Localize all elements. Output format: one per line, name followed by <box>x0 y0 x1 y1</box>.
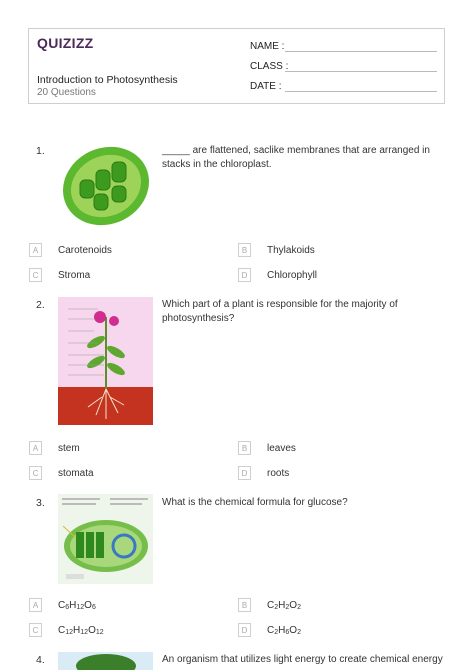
option-letter: B <box>238 441 251 455</box>
q1-option-a[interactable] <box>29 243 112 257</box>
class-field[interactable] <box>250 61 288 72</box>
date-label: DATE : <box>250 81 282 92</box>
q1-option-d[interactable] <box>238 268 317 282</box>
q2-option-b[interactable] <box>238 441 296 455</box>
option-letter: B <box>238 598 251 612</box>
chloroplast-image <box>58 140 153 228</box>
option-letter: D <box>238 268 251 282</box>
plant-parts-image <box>58 297 153 425</box>
option-text: Carotenoids <box>58 244 112 256</box>
class-label: CLASS : <box>250 61 289 72</box>
q3-option-b[interactable] <box>238 598 301 612</box>
name-field[interactable] <box>250 41 284 52</box>
q3-option-a[interactable] <box>29 598 96 612</box>
option-letter: A <box>29 598 42 612</box>
question-1-text: _____ are flattened, saclike membranes that are arranged in stacks in the chloroplast. <box>162 145 430 170</box>
option-letter: C <box>29 268 42 282</box>
worksheet-title: Introduction to Photosynthesis <box>37 74 178 86</box>
question-4-number: 4. <box>36 654 45 666</box>
option-text: Stroma <box>58 269 91 281</box>
option-text: $C_2H_6O_2$ <box>267 624 301 636</box>
option-letter: A <box>29 243 42 257</box>
question-count: 20 Questions <box>37 87 96 98</box>
quizizz-logo: QUIZIZZ <box>37 35 94 51</box>
option-letter: A <box>29 441 42 455</box>
tree-image <box>58 652 153 670</box>
question-3-text: What is the chemical formula for glucose? <box>162 497 348 508</box>
q1-option-c[interactable] <box>29 268 90 282</box>
worksheet-header <box>28 28 445 104</box>
option-text: $C_2H_2O_2$ <box>267 599 301 611</box>
question-2-text: Which part of a plant is responsible for the majority of photosynthesis? <box>162 299 398 324</box>
question-4-text: An organism that utilizes light energy to create chemical energy <box>162 654 443 665</box>
option-text: stomata <box>58 467 94 479</box>
option-letter: C <box>29 466 42 480</box>
photosynthesis-diagram-image <box>58 494 153 584</box>
q2-option-a[interactable] <box>29 441 80 455</box>
date-field[interactable] <box>250 81 281 92</box>
option-text: roots <box>267 467 290 479</box>
question-3-number: 3. <box>36 497 45 509</box>
option-letter: B <box>238 243 251 257</box>
question-2-number: 2. <box>36 299 45 311</box>
option-letter: D <box>238 466 251 480</box>
option-text: Chlorophyll <box>267 269 318 281</box>
option-text: $C_{12}H_{12}O_{12}$ <box>58 624 104 636</box>
name-label: NAME : <box>250 41 285 52</box>
q2-option-c[interactable] <box>29 466 94 480</box>
option-text: Thylakoids <box>267 244 315 256</box>
option-text: stem <box>58 442 80 454</box>
q3-option-c[interactable] <box>29 623 104 637</box>
option-text: leaves <box>267 442 296 454</box>
q3-option-d[interactable] <box>238 623 301 637</box>
option-text: $C_6H_{12}O_6$ <box>58 599 96 611</box>
question-1-number: 1. <box>36 145 45 157</box>
q1-option-b[interactable] <box>238 243 315 257</box>
q2-option-d[interactable] <box>238 466 289 480</box>
option-letter: C <box>29 623 42 637</box>
option-letter: D <box>238 623 251 637</box>
